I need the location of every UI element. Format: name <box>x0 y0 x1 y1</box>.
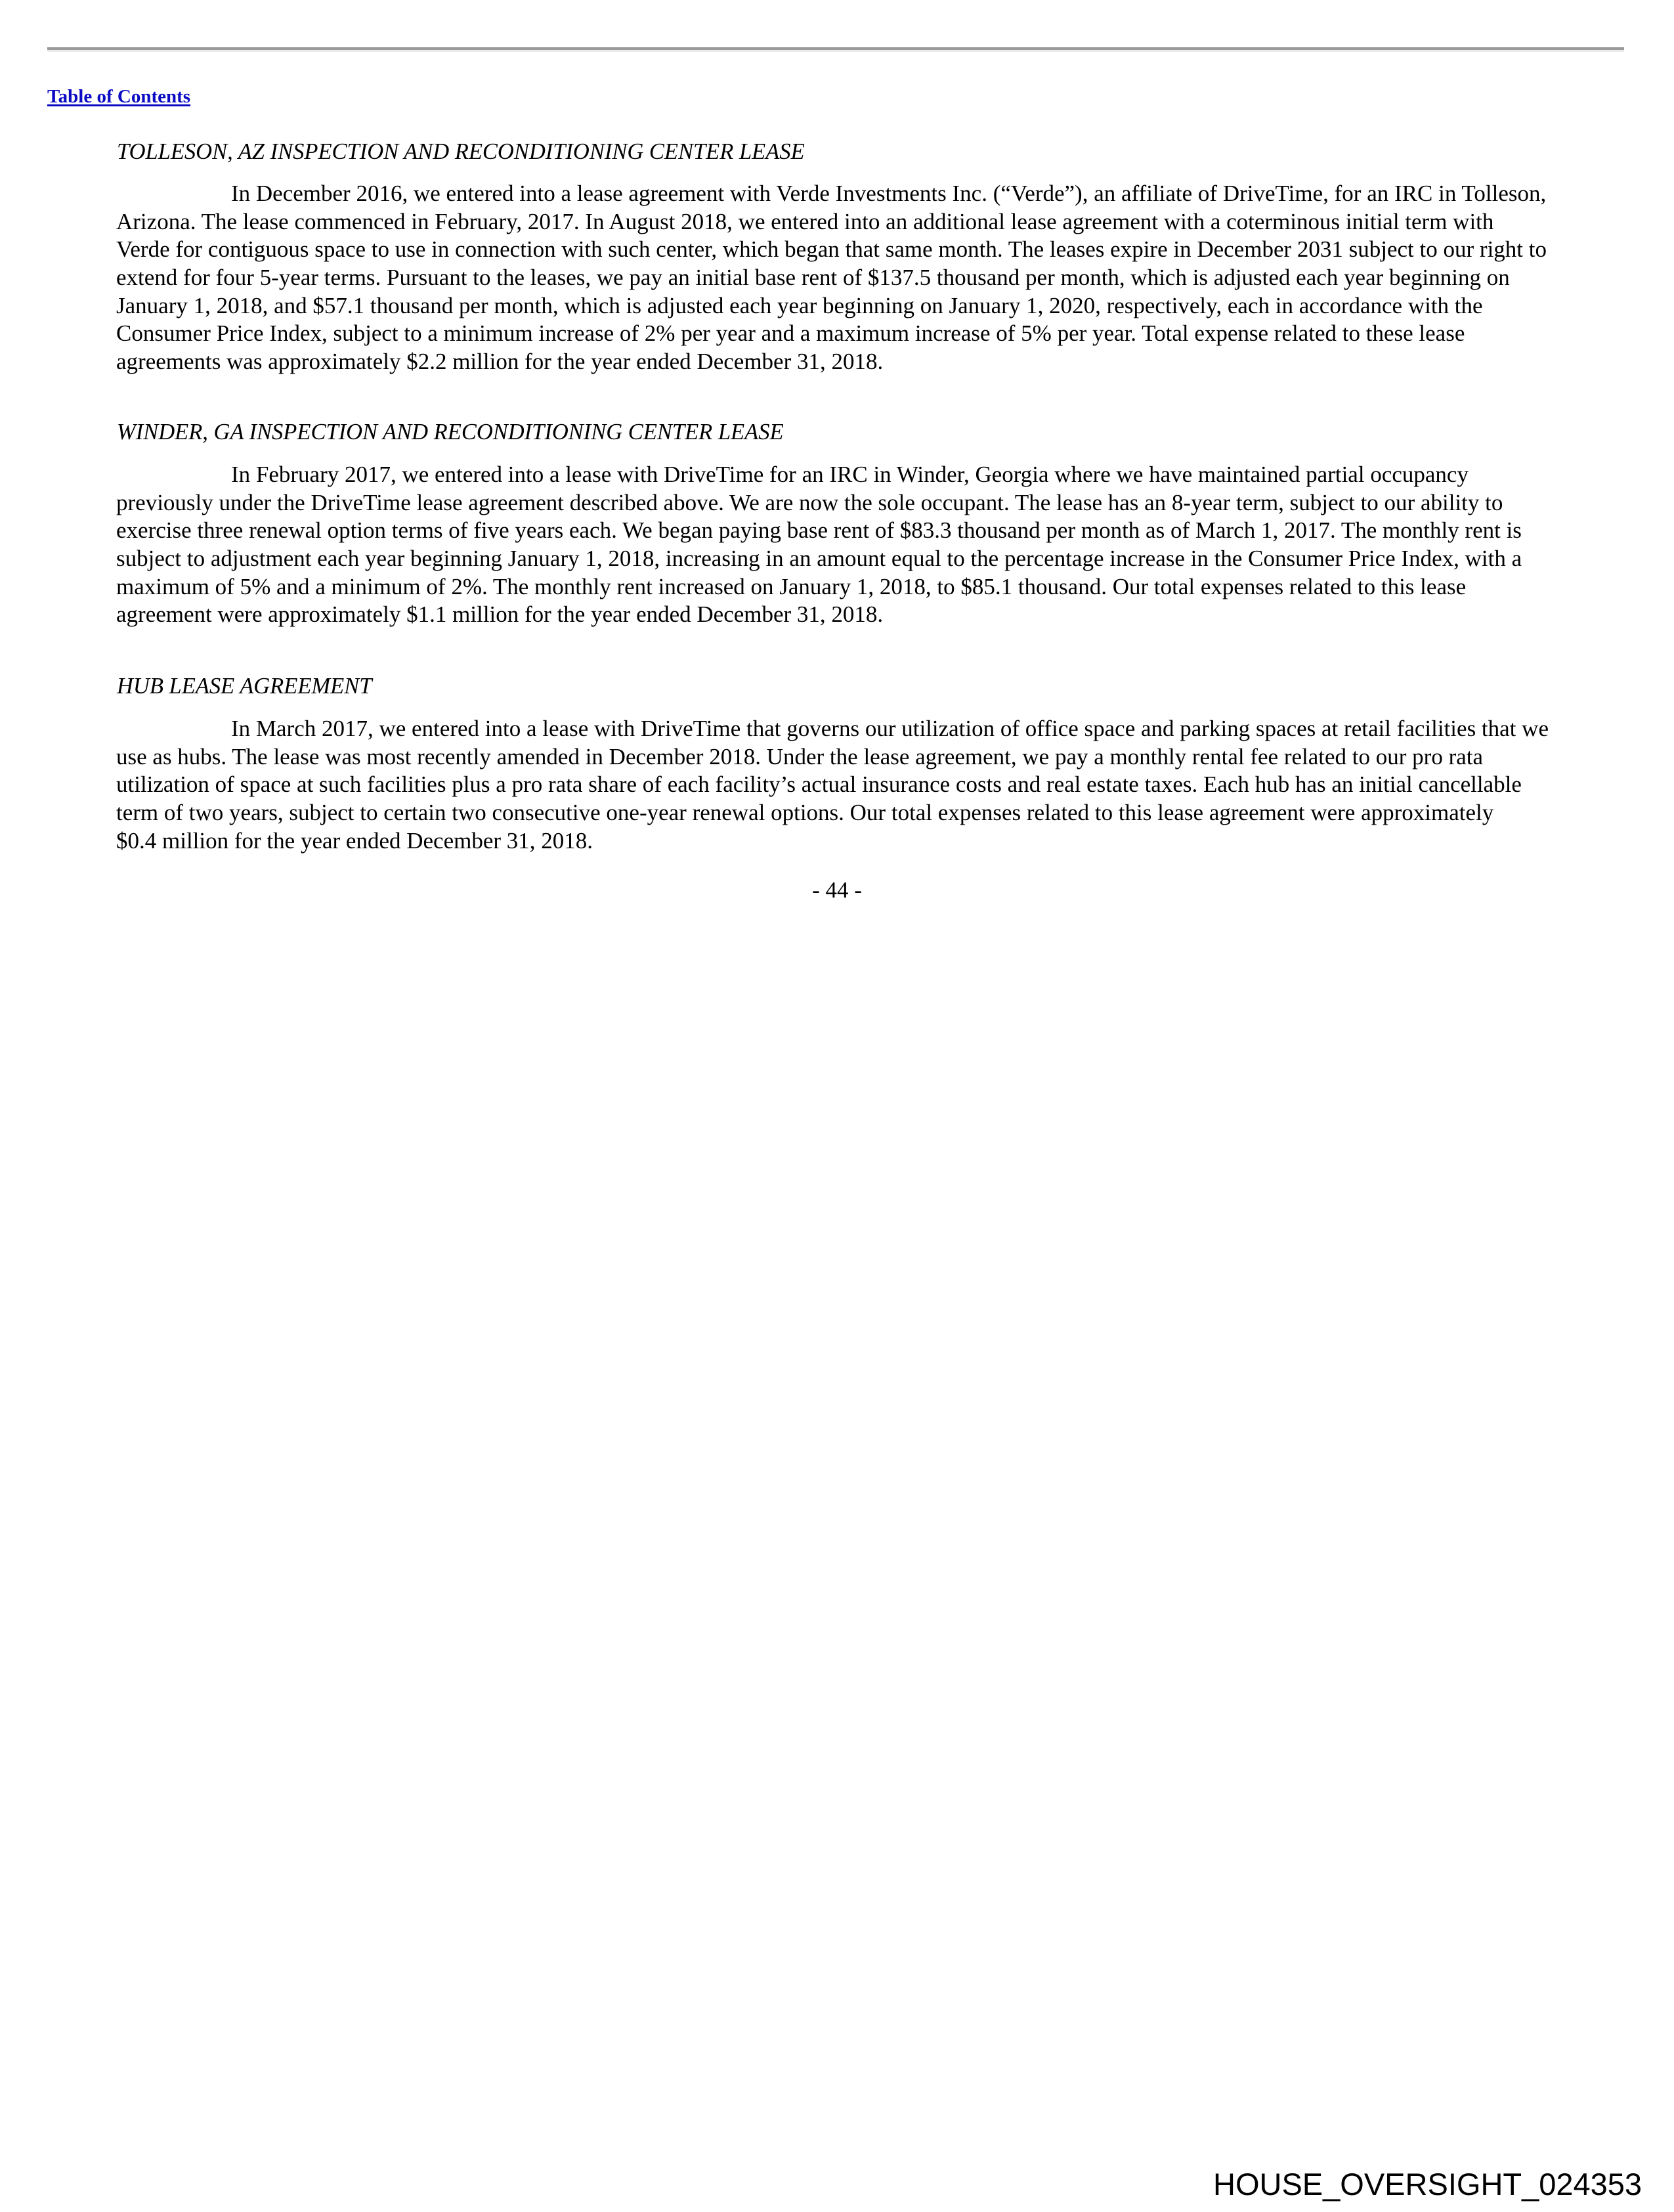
paragraph-line: agreement were approximately $1.1 million for the year ended December 31, 2018. <box>116 601 884 628</box>
header-rule <box>47 47 1624 50</box>
paragraph-line: previously under the DriveTime lease agreement described above. We are now the sole occupant. The lease has an 8-year term, subject to our ability to <box>116 489 1503 515</box>
paragraph-line: subject to adjustment each year beginning January 1, 2018, increasing in an amount equal to the percentage increase in the Consumer Price Index, with a <box>116 546 1522 572</box>
paragraph-line: utilization of space at such facilities plus a pro rata share of each facility’s actual insurance costs and real estate taxes. Each hub has an initial cancellable <box>116 771 1522 798</box>
paragraph-line: exercise three renewal option terms of five years each. We began paying base rent of $83.3 thousand per month as of March 1, 2017. The monthly rent is <box>116 517 1522 544</box>
paragraph-line: term of two years, subject to certain two consecutive one-year renewal options. Our total expenses related to this lease agreement were approximately <box>116 800 1494 826</box>
paragraph-line: $0.4 million for the year ended December 31, 2018. <box>116 827 593 854</box>
paragraph-tolleson <box>116 180 1574 376</box>
paragraph-line: agreements was approximately $2.2 million for the year ended December 31, 2018. <box>116 349 884 375</box>
paragraph-line: January 1, 2018, and $57.1 thousand per month, which is adjusted each year beginning on January 1, 2020, respectively, each in accordance with the <box>116 292 1483 318</box>
table-of-contents-link[interactable]: Table of Contents <box>47 86 191 107</box>
paragraph-line: maximum of 5% and a minimum of 2%. The monthly rent increased on January 1, 2018, to $85.1 thousand. Our total expenses related to this lease <box>116 573 1467 599</box>
paragraph-line: Arizona. The lease commenced in February, 2017. In August 2018, we entered into an additional lease agreement with a coterminous initial term with <box>116 208 1494 234</box>
paragraph-line: In March 2017, we entered into a lease with DriveTime that governs our utilization of office space and parking spaces at retail facilities that we <box>231 716 1549 741</box>
page-number: - 44 - <box>812 877 862 903</box>
paragraph-line: In December 2016, we entered into a lease agreement with Verde Investments Inc. (“Verde”), an affiliate of DriveTime, for an IRC in Tolleson, <box>231 181 1547 206</box>
paragraph-line: In February 2017, we entered into a lease with DriveTime for an IRC in Winder, Georgia where we have maintained partial occupancy <box>231 462 1469 487</box>
section-heading-hub: HUB LEASE AGREEMENT <box>117 674 372 699</box>
paragraph-winder <box>116 461 1574 629</box>
paragraph-line: Verde for contiguous space to use in connection with such center, which began that same month. The leases expire in December 2031 subject to our right to <box>116 236 1547 263</box>
paragraph-line: extend for four 5-year terms. Pursuant to the leases, we pay an initial base rent of $137.5 thousand per month, which is adjusted each year beginning on <box>116 265 1510 291</box>
paragraph-line: use as hubs. The lease was most recently amended in December 2018. Under the lease agreement, we pay a monthly rental fee related to our pro rata <box>116 743 1484 770</box>
paragraph-line: Consumer Price Index, subject to a minimum increase of 2% per year and a maximum increase of 5% per year. Total expense related to these lease <box>116 320 1465 347</box>
section-heading-tolleson: TOLLESON, AZ INSPECTION AND RECONDITIONING CENTER LEASE <box>117 139 805 164</box>
section-heading-winder: WINDER, GA INSPECTION AND RECONDITIONING CENTER LEASE <box>117 420 784 445</box>
bates-number: HOUSE_OVERSIGHT_024353 <box>1213 2167 1642 2201</box>
paragraph-hub <box>116 715 1574 855</box>
